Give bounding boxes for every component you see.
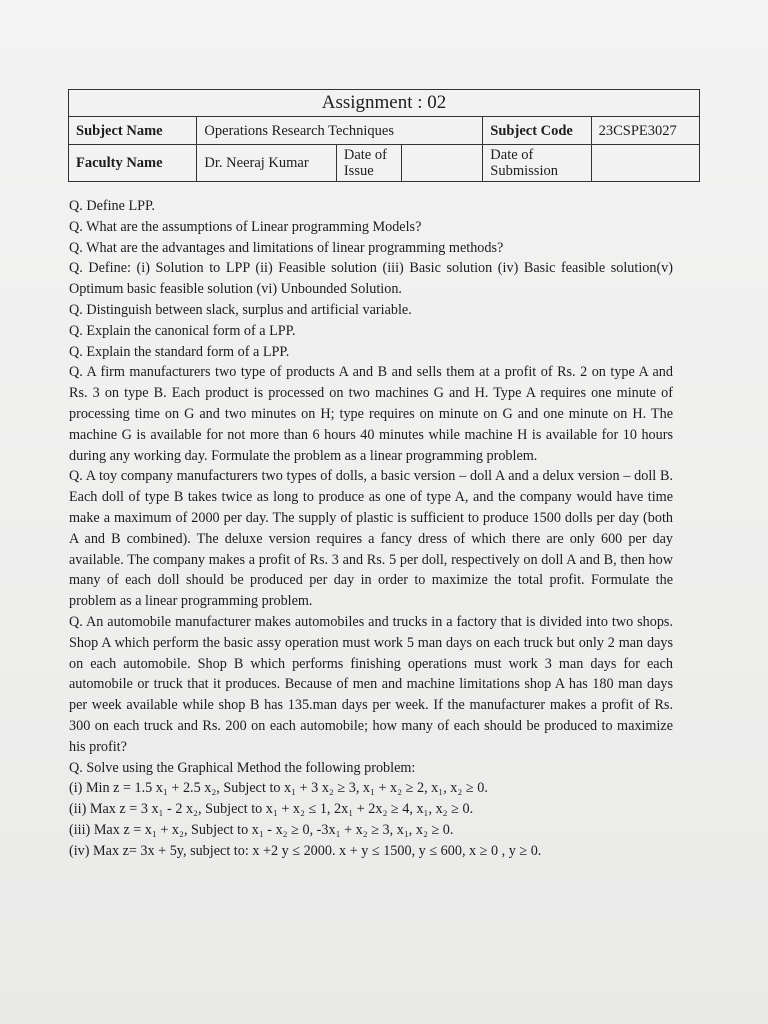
- subject-name-label: Subject Name: [69, 117, 197, 145]
- question-item: Q. Explain the standard form of a LPP.: [69, 343, 290, 360]
- assignment-header-table: [68, 89, 700, 182]
- question-item: Q. Define: (i) Solution to LPP (ii) Feasible solution (iii) Basic solution (iv) Basic feasible solution(v) Optimum basic feasible solution (vi) Unbounded Solution.: [69, 260, 673, 298]
- problem-item: (iv) Max z= 3x + 5y, subject to: x +2 y ≤ 2000. x + y ≤ 1500, y ≤ 600, x ≥ 0 , y ≥ 0.: [69, 842, 542, 859]
- faculty-name-value: Dr. Neeraj Kumar: [197, 145, 336, 182]
- date-of-issue-label-line-1: Date of: [343, 147, 387, 163]
- date-of-submission-value: [591, 145, 699, 182]
- assignment-title: Assignment : 02: [69, 90, 700, 117]
- date-of-submission-label-line-2: Submission: [490, 163, 558, 179]
- date-of-submission-label-line-1: Date of: [490, 147, 534, 163]
- question-item: Q. Distinguish between slack, surplus and artificial variable.: [69, 301, 412, 318]
- date-of-issue-label: [336, 145, 401, 182]
- faculty-name-label: Faculty Name: [69, 145, 197, 182]
- problem-item: (ii) Max z = 3 x₁ - 2 x₂, Subject to x₁ + x₂ ≤ 1, 2x₁ + 2x₂ ≥ 4, x₁, x₂ ≥ 0.: [69, 801, 474, 818]
- question-item: Q. What are the assumptions of Linear programming Models?: [69, 218, 422, 235]
- question-item: Q. Solve using the Graphical Method the following problem:: [69, 759, 416, 776]
- date-of-issue-label-line-2: Issue: [343, 163, 374, 179]
- problem-item: (iii) Max z = x₁ + x₂, Subject to x₁ - x₂ ≥ 0, -3x₁ + x₂ ≥ 3, x₁, x₂ ≥ 0.: [69, 821, 454, 838]
- question-item: Q. What are the advantages and limitations of linear programming methods?: [69, 239, 504, 256]
- question-item: Q. An automobile manufacturer makes automobiles and trucks in a factory that is divided into two shops. Shop A which perform the basic assy operation must work 5 man days on each truck but only 2 man days on each automobile. Shop B which performs finishing operations must work 3 man days for each automobile or truck that it produces. Because of men and machine limitations shop A has 180 man days per week available while shop B has 135.man days per week. If the manufacturer makes a profit of Rs. 300 on each truck and Rs. 200 on each automobile; how many of each should be produced to maximize his profit?: [69, 613, 673, 755]
- question-item: Q. A toy company manufacturers two types of dolls, a basic version – doll A and a delux version – doll B. Each doll of type B takes twice as long to produce as one of type A, and the company would have time make a maximum of 2000 per day. The supply of plastic is sufficient to produce 1500 dolls per day (both A and B combined). The deluxe version requires a fancy dress of which there are only 600 per day available. The company makes a profit of Rs. 3 and Rs. 5 per doll, respectively on doll A and B, then how many of each doll should be produced per day in order to maximize the total profit. Formulate the problem as a linear programming problem.: [69, 468, 673, 610]
- subject-name-value: Operations Research Techniques: [197, 117, 483, 145]
- question-item: Q. Define LPP.: [69, 198, 155, 214]
- problem-item: (i) Min z = 1.5 x₁ + 2.5 x₂, Subject to x₁ + 3 x₂ ≥ 3, x₁ + x₂ ≥ 2, x₁, x₂ ≥ 0.: [69, 780, 488, 797]
- date-of-submission-label: [483, 145, 591, 182]
- subject-code-value: 23CSPE3027: [591, 117, 699, 145]
- question-list: [69, 196, 673, 862]
- question-item: Q. A firm manufacturers two type of products A and B and sells them at a profit of Rs. 2 on type A and Rs. 3 on type B. Each product is processed on two machines G and H. Type A requires one minute of processing time on G and two minutes on H; type requires on minute on G and one minute on H. The machine G is available for not more than 6 hours 40 minutes while machine H is available for 10 hours during any working day. Formulate the problem as a linear programming problem.: [69, 364, 673, 464]
- question-item: Q. Explain the canonical form of a LPP.: [69, 322, 296, 339]
- date-of-issue-value: [402, 145, 483, 182]
- subject-code-label: Subject Code: [483, 117, 591, 145]
